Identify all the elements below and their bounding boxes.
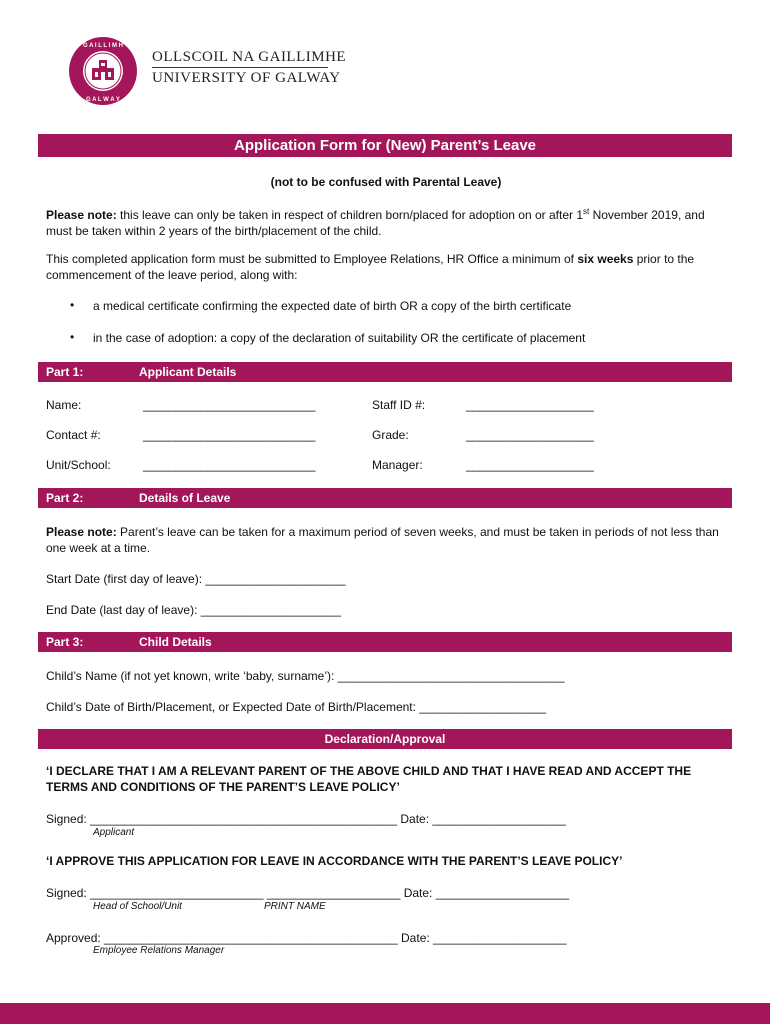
grade-field[interactable]: ____________________ — [466, 428, 594, 442]
unit-school-field[interactable]: ___________________________ — [143, 458, 316, 472]
submission-text-b: prior to the commencement of the leave period, along with: — [46, 252, 695, 282]
applicant-signature-line[interactable]: Signed: ______________________________________________ Date: ____________________ — [46, 812, 566, 826]
manager-field[interactable]: ____________________ — [466, 458, 594, 472]
er-manager-caption: Employee Relations Manager — [93, 945, 225, 956]
child-dob-field[interactable]: Child’s Date of Birth/Placement, or Expected Date of Birth/Placement: ___________________ — [46, 700, 547, 714]
part3-header — [38, 632, 732, 652]
svg-text:G A I L L I M H: G A I L L I M H — [82, 43, 124, 49]
name-field[interactable]: ___________________________ — [143, 398, 316, 412]
end-date-field[interactable]: End Date (last day of leave): _____________________ — [46, 603, 341, 617]
note-text-a: this leave can only be taken in respect of children born/placed for adoption on or after 1 — [116, 208, 583, 222]
part2-header — [38, 488, 732, 508]
bullet-adoption: in the case of adoption: a copy of the declaration of suitability OR the certificate of placement — [93, 331, 586, 345]
part2-note-label: Please note: — [46, 525, 117, 539]
note-text-b: November 2019, and must be taken within 2 years of the birth/placement of the child. — [46, 208, 705, 238]
name-label: Name: — [46, 398, 82, 412]
bullet-icon: • — [70, 298, 75, 312]
start-date-field[interactable]: Start Date (first day of leave): _____________________ — [46, 572, 346, 586]
submission-bold: six weeks — [577, 252, 634, 266]
contact-field[interactable]: ___________________________ — [143, 428, 316, 442]
staff-id-label: Staff ID #: — [372, 398, 426, 412]
head-caption: Head of School/Unit — [93, 901, 182, 912]
head-signature-line[interactable]: Signed: __________________________ ____________________ Date: ____________________ — [46, 886, 570, 900]
part2-note — [46, 524, 726, 556]
form-title-bar — [38, 134, 732, 157]
manager-label: Manager: — [372, 458, 423, 472]
note-eligibility — [46, 204, 726, 239]
submission-instructions — [46, 251, 726, 283]
form-title: Application Form for (New) Parent’s Leave — [234, 137, 536, 154]
part2-title: Details of Leave — [139, 491, 231, 505]
header-divider — [152, 67, 328, 68]
submission-text-a: This completed application form must be submitted to Employee Relations, HR Office a minimum of — [46, 252, 578, 266]
grade-label: Grade: — [372, 428, 409, 442]
approved-signature-line[interactable]: Approved: ____________________________________________ Date: ____________________ — [46, 931, 567, 945]
child-name-field[interactable]: Child’s Name (if not yet known, write ‘baby, surname’): __________________________________ — [46, 669, 565, 683]
part3-title: Child Details — [139, 635, 212, 649]
note-label: Please note: — [46, 208, 117, 222]
part1-title: Applicant Details — [139, 365, 237, 379]
university-seal-logo — [68, 36, 138, 106]
contact-label: Contact #: — [46, 428, 101, 442]
university-name-irish: OLLSCOIL NA GAILLIMHE — [152, 49, 347, 65]
part3-number: Part 3: — [46, 635, 84, 649]
part2-note-text: Parent’s leave can be taken for a maximum period of seven weeks, and must be taken in periods of not less than one week at a time. — [46, 525, 719, 555]
note-sup: st — [583, 207, 590, 216]
bullet-icon: • — [70, 330, 75, 344]
part1-number: Part 1: — [46, 365, 84, 379]
staff-id-field[interactable]: ____________________ — [466, 398, 594, 412]
bullet-medical-certificate: a medical certificate confirming the expected date of birth OR a copy of the birth certificate — [93, 299, 572, 313]
unit-school-label: Unit/School: — [46, 458, 111, 472]
form-subtitle: (not to be confused with Parental Leave) — [270, 175, 502, 189]
university-name-english: UNIVERSITY OF GALWAY — [152, 70, 341, 86]
print-name-caption: PRINT NAME — [264, 901, 326, 912]
footer-bar — [0, 1003, 770, 1024]
svg-text:G A L W A Y: G A L W A Y — [86, 97, 120, 103]
part1-header — [38, 362, 732, 382]
applicant-caption: Applicant — [93, 827, 135, 838]
declaration-header: Declaration/Approval — [38, 729, 732, 749]
part2-number: Part 2: — [46, 491, 84, 505]
approval-statement: ‘I APPROVE THIS APPLICATION FOR LEAVE IN ACCORDANCE WITH THE PARENT’S LEAVE POLICY’ — [46, 854, 623, 868]
declaration-statement: ‘I DECLARE THAT I AM A RELEVANT PARENT OF THE ABOVE CHILD AND THAT I HAVE READ AND ACCEPT THE TERMS AND CONDITIONS OF THE PARENT’S LEAVE POLICY’ — [46, 764, 692, 794]
